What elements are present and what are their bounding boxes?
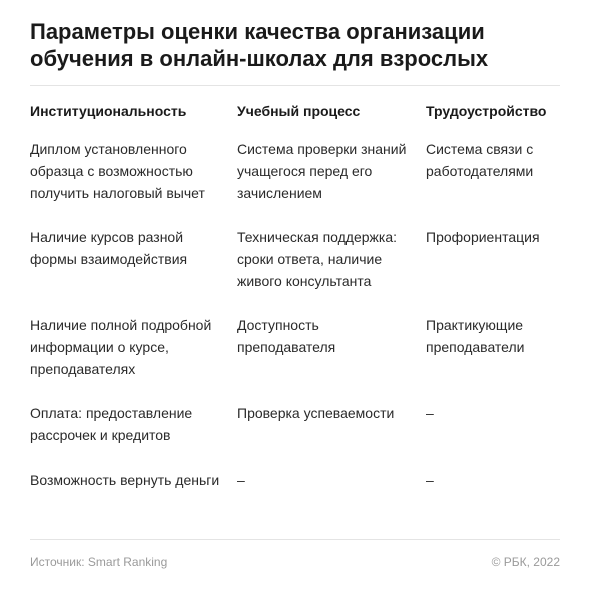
table-cell: Наличие курсов разной формы взаимодействия bbox=[30, 229, 188, 267]
page-title: Параметры оценки качества организации обучения в онлайн-школах для взрослых bbox=[30, 19, 489, 71]
table-cell: Диплом установленного образца с возможностью получить налоговый вычет bbox=[30, 141, 205, 201]
table-cell: Практикующие преподаватели bbox=[426, 317, 525, 355]
table-cell: Наличие полной подробной информации о курсе, преподавателях bbox=[30, 317, 212, 377]
table-cell: Техническая поддержка: сроки ответа, наличие живого консультанта bbox=[237, 229, 398, 289]
table-cell: – bbox=[426, 472, 434, 488]
table-cell: Система связи с работодателями bbox=[426, 141, 534, 179]
table-cell: Профориентация bbox=[426, 229, 540, 245]
column-header-learning-process: Учебный процесс bbox=[237, 103, 361, 119]
table-cell: – bbox=[237, 472, 245, 488]
table-cell: Система проверки знаний учащегося перед его зачислением bbox=[237, 141, 407, 201]
footer-divider bbox=[30, 539, 560, 540]
table-cell: Возможность вернуть деньги bbox=[30, 472, 220, 488]
table-cell: Доступность преподавателя bbox=[237, 317, 336, 355]
column-header-institutional: Институциональность bbox=[30, 103, 187, 119]
table-cell: Оплата: предоставление рассрочек и кредитов bbox=[30, 405, 193, 443]
table-cell: – bbox=[426, 405, 434, 421]
title-divider bbox=[30, 85, 560, 86]
table-cell: Проверка успеваемости bbox=[237, 405, 395, 421]
column-header-employment: Трудоустройство bbox=[426, 103, 547, 119]
source-note: Источник: Smart Ranking bbox=[30, 555, 168, 569]
copyright-note: © РБК, 2022 bbox=[491, 555, 560, 569]
